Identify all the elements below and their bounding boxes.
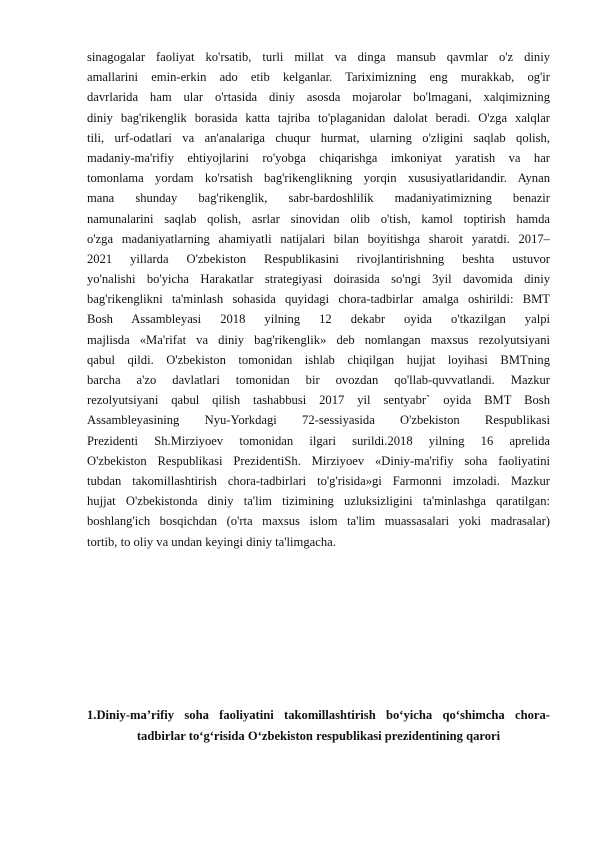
body-line: tortib, to oliy va undan keyingi diniy ta'limgacha. [87, 534, 336, 549]
body-line: sinagogalar faoliyat ko'rsatib, turli millat va dinga mansub qavmlar o'z diniy [87, 50, 550, 64]
heading-line-1: 1.Diniy-ma’rifiy soha faoliyatini takomillashtirish bo‘yicha qo‘shimcha chora- [87, 708, 550, 722]
body-line: bag'rikenglikni ta'minlash sohasida quyidagi chora-tadbirlar amalga oshirildi: BMT [87, 292, 550, 307]
body-line: o'zga madaniyatlarning ahamiyatli natijalari bilan boyitishga sharoit yaratdi. 2017– [87, 231, 550, 246]
body-line: madaniy-ma'rifiy ehtiyojlarini ro'yobga chiqarishga imkoniyat yaratish va har [87, 150, 550, 165]
section-heading [87, 705, 550, 747]
body-line: O'zbekiston Respublikasi PrezidentiSh. Mirziyoev «Diniy-ma'rifiy soha faoliyatini [87, 453, 550, 468]
body-line: davrlarida ham ular o'rtasida diniy asosda mojarolar bo'lmagani, xalqimizning [87, 90, 550, 105]
body-line: qabul qildi. O'zbekiston tomonidan ishlab chiqilgan hujjat loyihasi BMTning [87, 352, 550, 367]
body-line: tubdan takomillashtirish chora-tadbirlari to'g'risida»gi Farmonni imzoladi. Mazkur [87, 473, 550, 488]
body-line: 2021 yillarda O'zbekiston Respublikasini rivojlantirishning beshta ustuvor [87, 251, 550, 266]
body-line: tili, urf-odatlari va an'analariga chuqur hurmat, ularning o'zligini saqlab qolish, [87, 130, 550, 145]
body-line: mana shunday bag'rikenglik, sabr-bardoshlilik madaniyatimizning benazir [87, 191, 550, 206]
body-line: Bosh Assambleyasi 2018 yilning 12 dekabr oyida o'tkazilgan yalpi [87, 312, 550, 327]
body-line: diniy bag'rikenglik borasida katta tajriba to'plaganidan dalolat beradi. O'zga xalqlar [87, 110, 550, 125]
body-line: amallarini emin-erkin ado etib kelganlar. Tariximizning eng murakkab, og'ir [87, 70, 550, 85]
body-paragraph [87, 47, 550, 552]
body-line: boshlang'ich bosqichdan (o'rta maxsus islom ta'lim muassasalari yoki madrasalar) [87, 514, 550, 529]
body-line: Assambleyasining Nyu-Yorkdagi 72-sessiyasida O'zbekiston Respublikasi [87, 413, 550, 428]
body-line: hujjat O'zbekistonda diniy ta'lim tizimining uzluksizligini ta'minlashga qaratilgan: [87, 494, 550, 509]
body-line: rezolyutsiyani qabul qilish tashabbusi 2017 yil sentyabr` oyida BMT Bosh [87, 393, 550, 408]
body-line: barcha a'zo davlatlari tomonidan bir ovozdan qo'llab-quvvatlandi. Mazkur [87, 373, 550, 387]
body-line: namunalarini saqlab qolish, asrlar sinovidan olib o'tish, kamol toptirish hamda [87, 211, 550, 226]
body-line: Prezidenti Sh.Mirziyoev tomonidan ilgari surildi.2018 yilning 16 aprelida [87, 433, 550, 448]
heading-line-2: tadbirlar to‘g‘risida O‘zbekiston respublikasi prezidentining qarori [136, 729, 501, 743]
body-line: majlisda «Ma'rifat va diniy bag'rikenglik» deb nomlangan maxsus rezolyutsiyani [87, 332, 550, 347]
body-line: tomonlama yordam ko'rsatish bag'rikenglikning yorqin xususiyatlaridandir. Aynan [87, 171, 550, 186]
body-line: yo'nalishi bo'yicha Harakatlar strategiyasi doirasida so'ngi 3yil davomida diniy [87, 272, 550, 287]
